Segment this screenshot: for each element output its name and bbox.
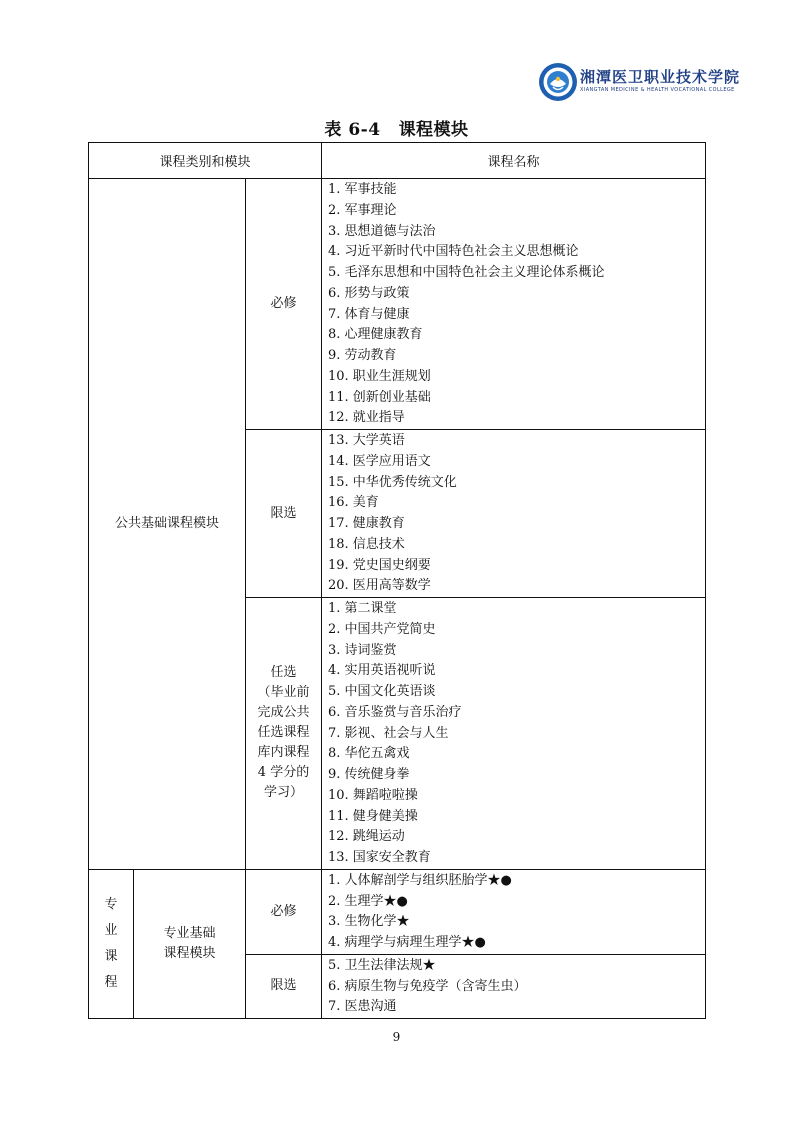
course-item: 1. 第二课堂 bbox=[328, 601, 397, 616]
public-elective-label bbox=[246, 598, 322, 870]
course-item: 7. 体育与健康 bbox=[328, 306, 410, 322]
public-limited-courses bbox=[322, 430, 706, 598]
course-item: 2. 生理学★● bbox=[328, 893, 408, 909]
label-line: 完成公共 bbox=[257, 705, 310, 721]
course-item: 4. 病理学与病理生理学★● bbox=[328, 935, 486, 950]
course-item: 12. 就业指导 bbox=[328, 410, 405, 426]
college-name-en: XIANGTAN MEDICINE & HEALTH VOCATIONAL COLLEGE bbox=[580, 87, 735, 93]
course-item: 5. 卫生法律法规★ bbox=[328, 957, 436, 973]
course-item: 7. 影视、社会与人生 bbox=[328, 725, 449, 741]
course-item: 18. 信息技术 bbox=[328, 536, 405, 552]
course-item: 13. 大学英语 bbox=[328, 433, 405, 448]
course-item: 17. 健康教育 bbox=[328, 516, 405, 531]
course-item: 20. 医用高等数学 bbox=[328, 578, 431, 594]
public-required-label: 必修 bbox=[246, 179, 322, 430]
public-limited-label: 限选 bbox=[246, 430, 322, 598]
professional-basic-module-cell bbox=[134, 869, 246, 1018]
label-line: 课 bbox=[104, 948, 118, 964]
course-item: 10. 职业生涯规划 bbox=[328, 368, 431, 384]
professional-limited-label: 限选 bbox=[246, 954, 322, 1018]
table-header-row bbox=[89, 143, 706, 179]
table-number: 表 6-4 bbox=[324, 120, 381, 140]
public-required-courses bbox=[322, 179, 706, 430]
label-line: 库内课程 bbox=[257, 745, 310, 761]
course-item: 12. 跳绳运动 bbox=[328, 829, 405, 845]
page-number: 9 bbox=[392, 1030, 401, 1044]
course-item: 2. 军事理论 bbox=[328, 202, 397, 218]
label-line: 任选 bbox=[270, 665, 297, 681]
course-item: 8. 心理健康教育 bbox=[328, 327, 423, 343]
public-elective-courses bbox=[322, 598, 706, 870]
course-item: 16. 美育 bbox=[328, 495, 379, 511]
professional-required-label: 必修 bbox=[246, 869, 322, 954]
professional-limited-courses bbox=[322, 954, 706, 1018]
course-item: 5. 中国文化英语谈 bbox=[328, 684, 436, 699]
course-item: 6. 形势与政策 bbox=[328, 285, 410, 301]
course-item: 6. 病原生物与免疫学（含寄生虫） bbox=[328, 978, 527, 994]
course-item: 10. 舞蹈啦啦操 bbox=[328, 787, 418, 803]
table-row bbox=[89, 869, 706, 954]
table-caption: 课程模块 bbox=[398, 120, 469, 140]
label-line: 4 学分的 bbox=[257, 765, 310, 781]
course-item: 13. 国家安全教育 bbox=[328, 850, 431, 865]
table-title bbox=[0, 115, 793, 140]
label-line: 专 bbox=[104, 896, 118, 912]
course-item: 15. 中华优秀传统文化 bbox=[328, 474, 457, 490]
table-row bbox=[89, 179, 706, 430]
course-item: 9. 传统健身拳 bbox=[328, 767, 410, 782]
college-name-cn: 湘潭医卫职业技术学院 bbox=[580, 68, 741, 86]
course-item: 4. 习近平新时代中国特色社会主义思想概论 bbox=[328, 244, 579, 260]
course-item: 9. 劳动教育 bbox=[328, 348, 397, 363]
college-logo bbox=[538, 62, 741, 106]
label-line: 专业基础 bbox=[163, 925, 216, 941]
course-item: 4. 实用英语视听说 bbox=[328, 663, 436, 679]
course-item: 3. 生物化学★ bbox=[328, 914, 410, 930]
label-line: 程 bbox=[104, 974, 118, 990]
course-item: 6. 音乐鉴赏与音乐治疗 bbox=[328, 704, 462, 720]
professional-required-courses bbox=[322, 869, 706, 954]
college-emblem-icon bbox=[538, 62, 578, 102]
course-item: 11. 健身健美操 bbox=[328, 808, 418, 824]
label-line: 任选课程 bbox=[257, 725, 310, 741]
course-item: 2. 中国共产党简史 bbox=[328, 621, 436, 637]
course-item: 19. 党史国史纲要 bbox=[328, 557, 431, 573]
course-item: 5. 毛泽东思想和中国特色社会主义理论体系概论 bbox=[328, 265, 605, 280]
public-basic-module-cell: 公共基础课程模块 bbox=[89, 179, 246, 870]
header-course-name: 课程名称 bbox=[322, 143, 706, 179]
label-line: （毕业前 bbox=[257, 685, 310, 701]
professional-course-label bbox=[89, 869, 134, 1018]
course-item: 1. 军事技能 bbox=[328, 182, 397, 197]
course-item: 14. 医学应用语文 bbox=[328, 453, 431, 469]
course-module-table bbox=[88, 142, 706, 1019]
course-item: 11. 创新创业基础 bbox=[328, 389, 431, 405]
course-item: 3. 思想道德与法治 bbox=[328, 223, 436, 239]
course-item: 7. 医患沟通 bbox=[328, 999, 397, 1015]
label-line: 业 bbox=[104, 922, 118, 938]
course-item: 1. 人体解剖学与组织胚胎学★● bbox=[328, 872, 512, 888]
label-line: 课程模块 bbox=[163, 945, 216, 961]
course-item: 3. 诗词鉴赏 bbox=[328, 642, 397, 658]
label-line: 学习） bbox=[263, 785, 303, 801]
header-category: 课程类别和模块 bbox=[89, 143, 322, 179]
course-item: 8. 华佗五禽戏 bbox=[328, 746, 410, 762]
